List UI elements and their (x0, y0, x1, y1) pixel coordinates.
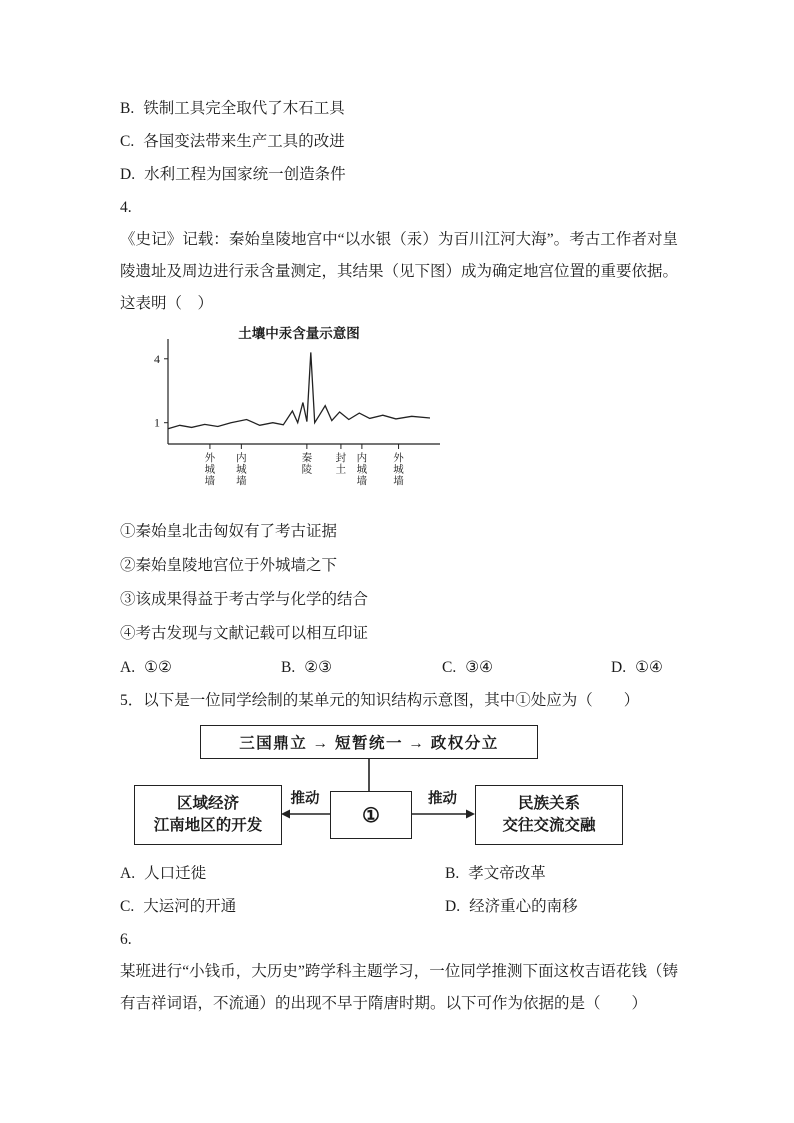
svg-text:墙: 墙 (236, 476, 247, 487)
option-label: A. (120, 659, 136, 676)
svg-text:1: 1 (154, 415, 160, 430)
option-text: ①④ (635, 659, 663, 676)
question-6-number: 6. (120, 931, 132, 948)
option-row-b (120, 92, 678, 125)
svg-text:陵: 陵 (301, 464, 313, 476)
statement-line-3: ③该成果得益于考古学与化学的结合 (120, 591, 369, 608)
option-d (445, 890, 578, 923)
svg-text:内: 内 (236, 453, 247, 464)
diagram-top-box: 三国鼎立 → 短暂统一 → 政权分立 (200, 725, 538, 759)
option-a (120, 857, 445, 890)
svg-text:城: 城 (393, 464, 404, 476)
diagram-center-box: ① (330, 791, 412, 839)
option-a (120, 651, 281, 684)
svg-text:土: 土 (335, 464, 347, 476)
option-b (445, 857, 546, 890)
question-5-stem: 5．以下是一位同学绘制的某单元的知识结构示意图，其中①处应为（ ） (120, 692, 640, 709)
svg-text:城: 城 (204, 464, 216, 476)
arrow-right-icon (466, 810, 475, 819)
svg-text:墙: 墙 (393, 476, 404, 487)
question-4-stem: 《史记》记载：秦始皇陵地宫中“以水银（汞）为百川江河大海”。考古工作者对皇陵遗址及周边进行汞含量测定，其结果（见下图）成为确定地宫位置的重要依据。这表明（ ） (120, 231, 679, 312)
svg-text:土壤中汞含量示意图: 土壤中汞含量示意图 (238, 326, 360, 341)
option-label: D. (611, 659, 627, 676)
svg-text:城: 城 (356, 464, 368, 476)
box-text-line: 民族关系 (517, 795, 580, 813)
arrow-label-push-left: 推动 (290, 791, 320, 807)
statement-line-2: ②秦始皇陵地宫位于外城墙之下 (120, 557, 338, 574)
question-6-stem: 某班进行“小钱币，大历史”跨学科主题学习，一位同学推测下面这枚吉语花钱（铸有吉祥词语，不流通）的出现不早于隋唐时期。以下可作为依据的是（ ） (120, 963, 678, 1012)
option-label: B. (120, 100, 135, 117)
question-5-options-row-1 (120, 857, 678, 890)
svg-text:4: 4 (154, 351, 160, 366)
svg-text:外: 外 (204, 453, 216, 464)
option-row-d (120, 158, 678, 191)
option-text: 各国变法带来生产工具的改进 (143, 133, 345, 150)
option-label: C. (120, 898, 135, 915)
box-text-line: 交往交流交融 (502, 817, 596, 834)
option-label: C. (120, 133, 135, 150)
diagram-left-box (134, 785, 282, 845)
option-b (281, 651, 442, 684)
option-text: 经济重心的南移 (469, 898, 578, 915)
svg-text:城: 城 (236, 464, 247, 476)
svg-text:墙: 墙 (204, 476, 216, 487)
option-text: 水利工程为国家统一创造条件 (144, 166, 346, 183)
option-text: 人口迁徙 (144, 865, 207, 882)
question-5-options-row-2 (120, 890, 678, 923)
option-label: D. (120, 166, 136, 183)
option-c (442, 651, 611, 684)
arrow-left-icon (281, 810, 290, 819)
option-text: ②③ (304, 659, 333, 676)
option-row-c (120, 125, 678, 158)
svg-text:内: 内 (356, 453, 368, 464)
option-d (611, 651, 663, 684)
mercury-soil-line-chart (128, 326, 458, 502)
option-text: ①② (144, 659, 172, 676)
svg-text:封: 封 (335, 453, 347, 464)
question-4-number: 4. (120, 199, 132, 216)
option-label: B. (281, 659, 296, 676)
knowledge-structure-diagram (134, 725, 624, 847)
option-label: A. (120, 865, 136, 882)
mercury-chart-block (128, 326, 678, 507)
arrow-label-push-right: 推动 (428, 791, 457, 807)
option-text: 孝文帝改革 (468, 865, 546, 882)
option-label: C. (442, 659, 457, 676)
svg-text:墙: 墙 (356, 476, 368, 487)
svg-text:秦: 秦 (301, 453, 313, 464)
box-text-line: 区域经济 (176, 795, 239, 813)
option-c (120, 890, 445, 923)
option-text: ③④ (465, 659, 494, 676)
option-label: B. (445, 865, 460, 882)
diagram-right-box (475, 785, 623, 845)
box-text-line: 江南地区的开发 (153, 817, 263, 834)
question-4-options-row (120, 651, 678, 684)
statement-line-4: ④考古发现与文献记载可以相互印证 (120, 625, 369, 642)
option-label: D. (445, 898, 461, 915)
option-text: 大运河的开通 (143, 898, 237, 915)
option-text: 铁制工具完全取代了木石工具 (143, 100, 345, 117)
statement-line-1: ①秦始皇北击匈奴有了考古证据 (120, 523, 338, 540)
svg-text:外: 外 (393, 453, 404, 464)
